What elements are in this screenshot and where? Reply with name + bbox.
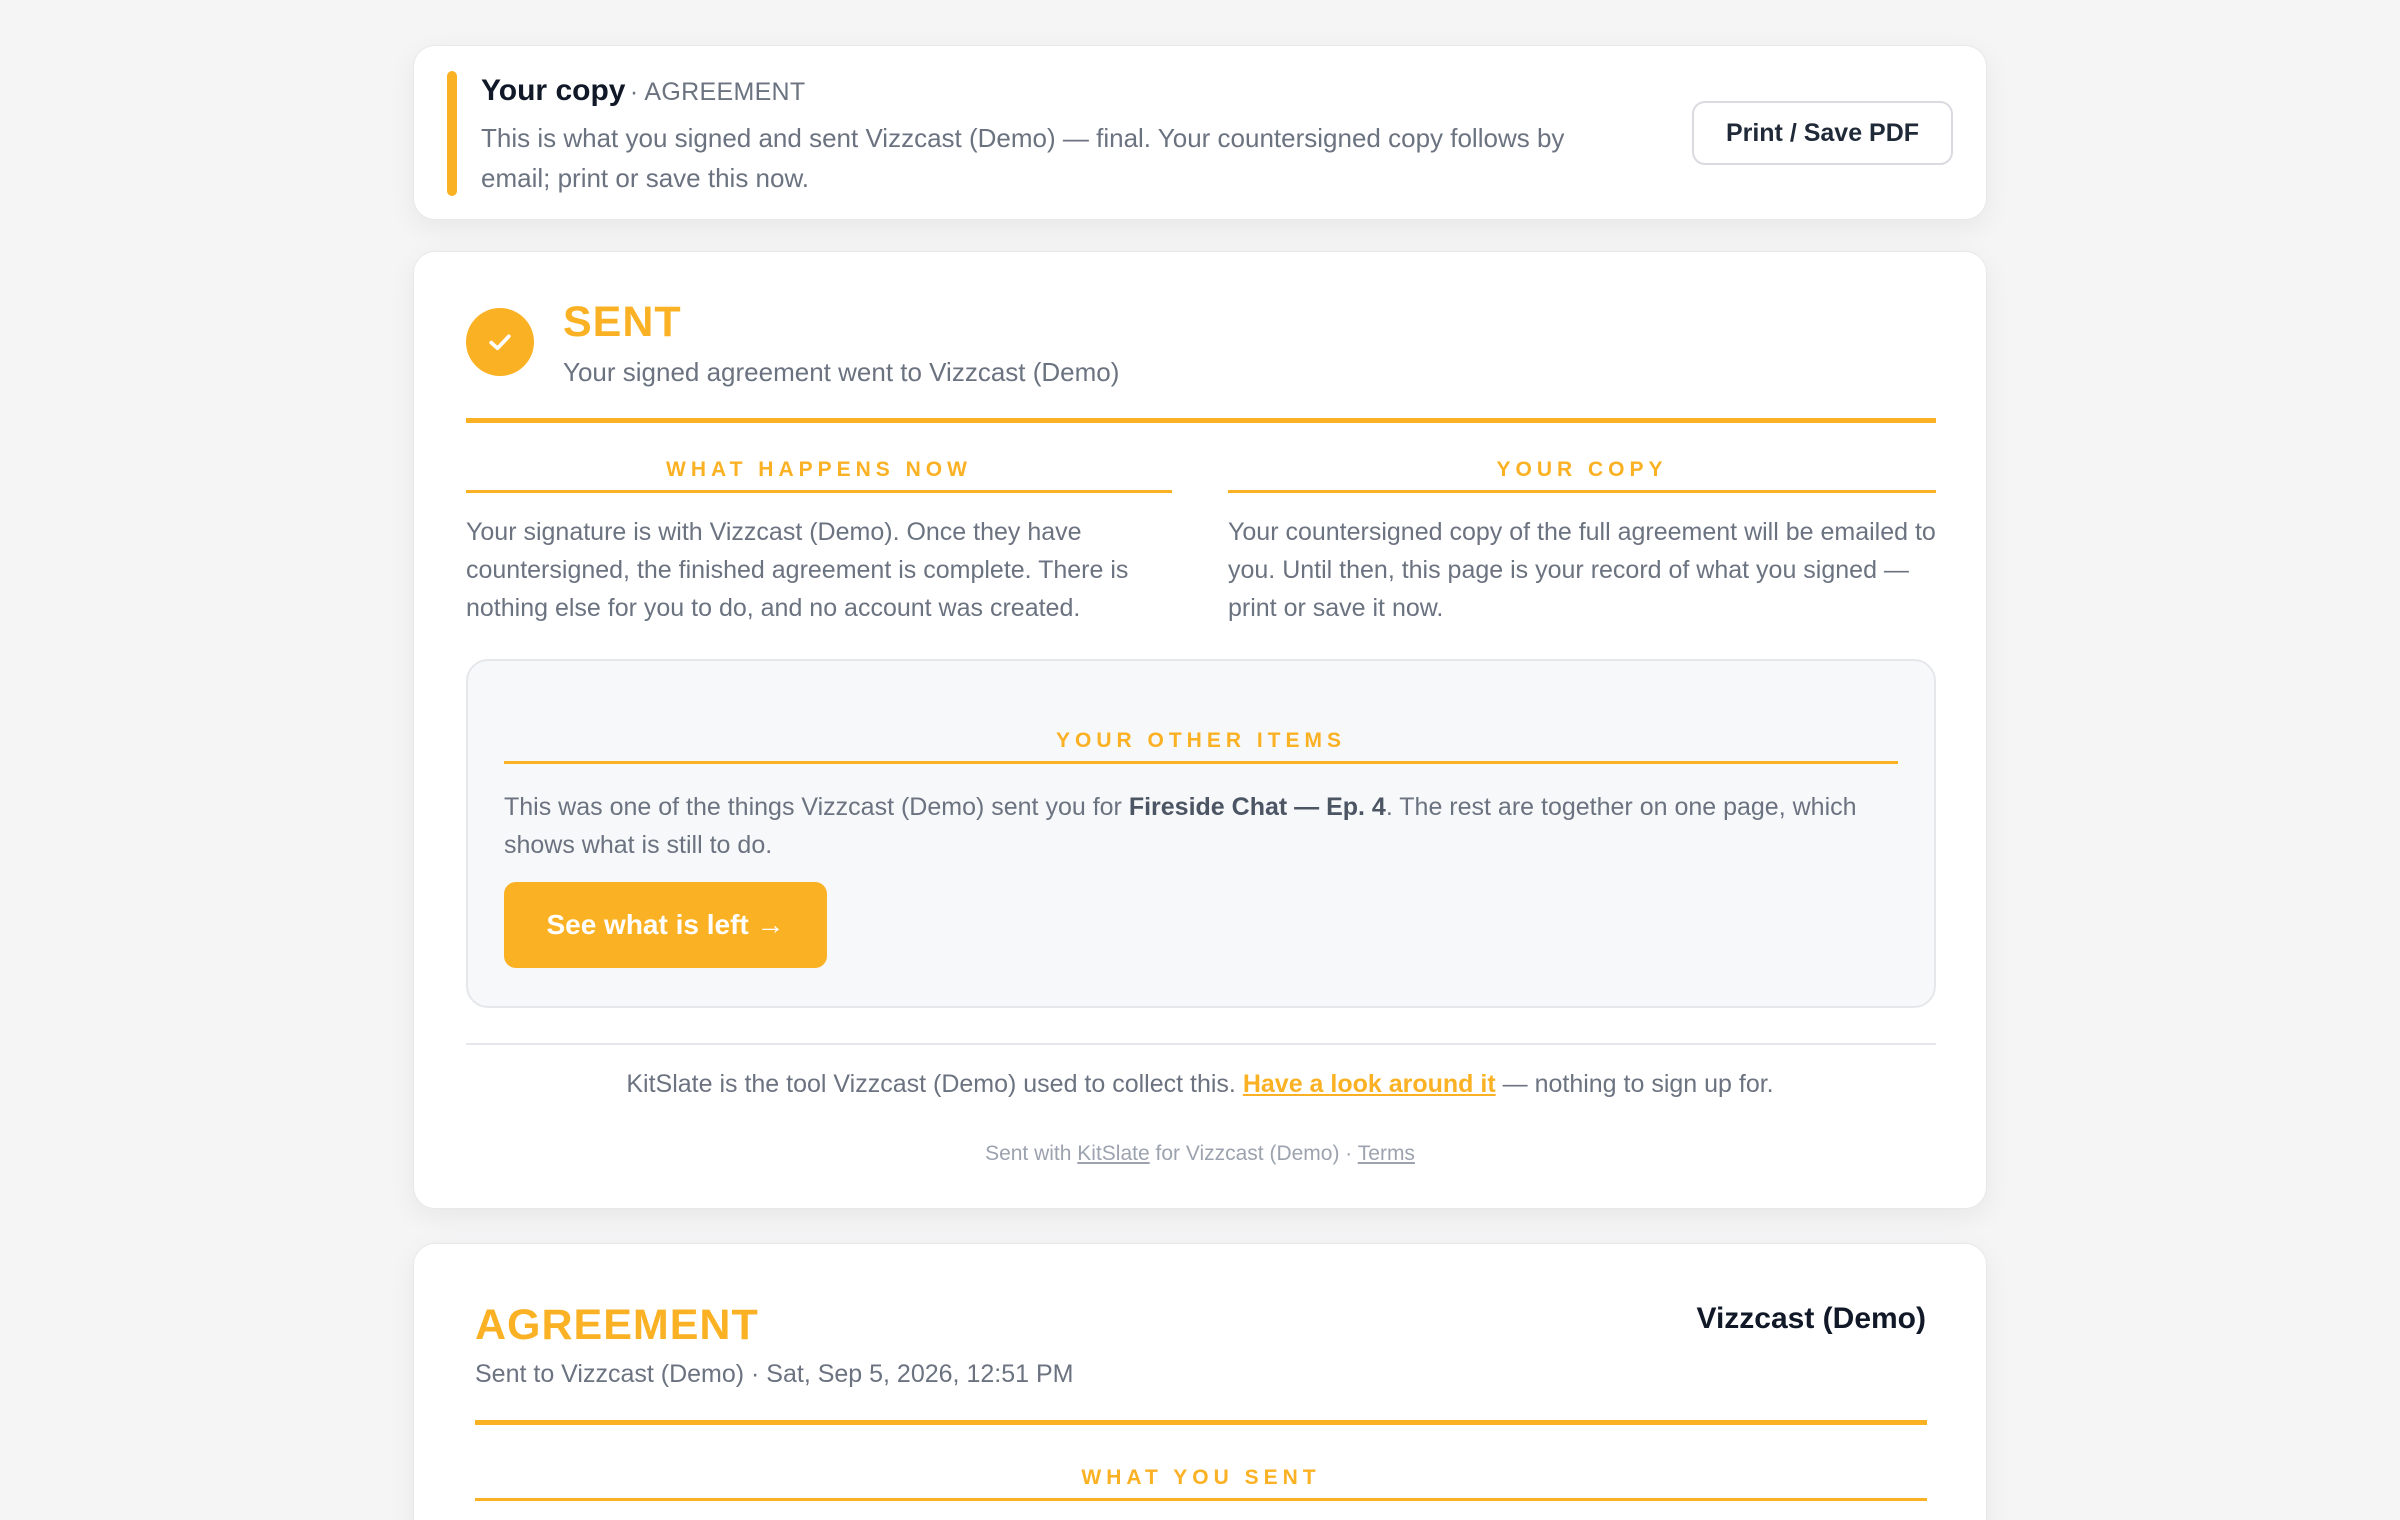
other-items-panel [466, 659, 1936, 1008]
kitslate-link[interactable]: KitSlate [1077, 1142, 1150, 1165]
agreement-title: AGREEMENT [475, 1301, 759, 1349]
other-items-rule [504, 761, 1898, 764]
agreement-divider [475, 1420, 1927, 1425]
promo-before: KitSlate is the tool Vizzcast (Demo) used to collect this. [626, 1070, 1243, 1098]
copy-header [481, 74, 805, 108]
what-you-sent-heading: WHAT YOU SENT [1081, 1466, 1321, 1489]
copy-description: This is what you signed and sent Vizzcast (Demo) — final. Your countersigned copy follows by email; print or save this now. [481, 123, 1565, 193]
status-subtitle: Your signed agreement went to Vizzcast (Demo) [563, 357, 1120, 387]
your-copy-banner [413, 45, 1987, 220]
agreement-meta: Sent to Vizzcast (Demo) · Sat, Sep 5, 2026, 12:51 PM [475, 1360, 1074, 1388]
other-items-text-after: . The rest are together on one page, which shows what is still to do. [504, 793, 1857, 859]
status-title: SENT [563, 298, 682, 346]
have-a-look-link[interactable]: Have a look around it [1242, 1070, 1496, 1098]
organization-name: Vizzcast (Demo) [1696, 1302, 1926, 1335]
footer-for-org: for Vizzcast (Demo) · [1149, 1142, 1358, 1165]
what-happens-rule [466, 490, 1172, 493]
copy-doc-type: · AGREEMENT [629, 78, 806, 106]
footer-divider [466, 1043, 1936, 1045]
footer-credits [414, 1142, 1986, 1166]
what-you-sent-rule [475, 1498, 1927, 1501]
check-icon [466, 308, 534, 376]
promo-after: — nothing to sign up for. [1495, 1070, 1774, 1098]
your-copy-text: Your countersigned copy of the full agreement will be emailed to you. Until then, this page is your record of what you signed — print or save it now. [1228, 518, 1936, 622]
footer-sent-with: Sent with [985, 1142, 1078, 1165]
your-copy-heading: YOUR COPY [1496, 458, 1668, 481]
other-items-text-before: This was one of the things Vizzcast (Demo) sent you for [504, 793, 1129, 821]
what-happens-text: Your signature is with Vizzcast (Demo). Once they have countersigned, the finished agreement is complete. There is nothing else for you to do, and no account was created. [466, 518, 1129, 622]
other-items-heading: YOUR OTHER ITEMS [1055, 729, 1346, 752]
status-divider [466, 418, 1936, 423]
sent-confirmation-card [413, 251, 1987, 1209]
print-save-pdf-button[interactable]: Print / Save PDF [1692, 101, 1953, 165]
see-what-is-left-button[interactable]: See what is left → [504, 882, 827, 968]
event-name: Fireside Chat — Ep. 4 [1128, 793, 1386, 821]
your-copy-rule [1228, 490, 1936, 493]
promo-text [414, 1070, 1986, 1099]
accent-bar [447, 71, 457, 196]
what-happens-heading: WHAT HAPPENS NOW [666, 458, 972, 481]
other-items-text [504, 788, 1904, 864]
copy-title: Your copy [481, 74, 626, 107]
terms-link[interactable]: Terms [1357, 1142, 1415, 1165]
agreement-record-card [413, 1243, 1987, 1520]
